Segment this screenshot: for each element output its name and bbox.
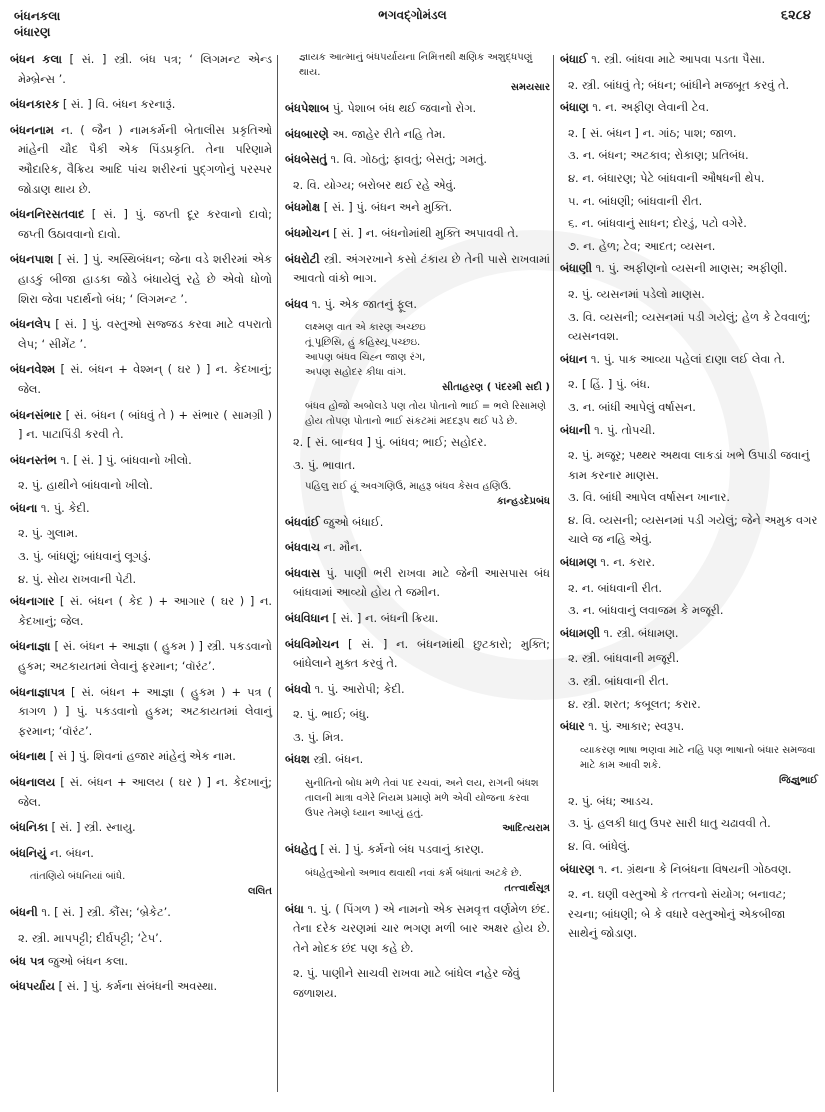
sense: ૨. પું. હાથીને બાંધવાનો ખીલો. xyxy=(18,478,153,493)
headword: બંધવ xyxy=(285,296,309,311)
citation-source: જિજ્ઞુભાઈ xyxy=(778,774,818,786)
headword: બંધહેતુ xyxy=(285,842,317,857)
headword: બંધનાગાર xyxy=(10,594,55,609)
dictionary-entry xyxy=(285,750,550,770)
definition: સ્ત્રી. બંધન. xyxy=(313,752,364,767)
definition: ૧. પું. અફીણનો વ્યસની માણસ; અફીણી. xyxy=(595,261,788,276)
dictionary-entry xyxy=(10,637,272,676)
sense: ૨. પું. પાણીને સાચવી રાખવા માટે બાંધેલ નહેર જેવું જળાશય. xyxy=(293,966,520,1001)
dictionary-entry xyxy=(10,406,272,445)
dictionary-entry xyxy=(285,295,550,315)
dictionary-entry xyxy=(10,977,272,997)
dictionary-entry xyxy=(10,121,272,199)
definition: ૧. વિ. ગોઠતું; ફાવતું; બેસતું; ગમતું. xyxy=(330,152,488,167)
dictionary-entry xyxy=(285,635,550,674)
sense: ૨. પું. વ્યસનમાં પડેલો માણસ. xyxy=(568,286,705,301)
dictionary-entry xyxy=(10,250,272,309)
dictionary-entry xyxy=(560,421,818,441)
usage-note: બંધવ હોજો અબોલડે પણ તોય પોતાનો ભાઈ = ભલે રિસામણે હોય તોપણ પોતાનો ભાઈ સંકટમાં મદદરૂપ થઈ પડે છે. xyxy=(305,401,546,428)
sense: ૩. વિ. બાંધી આપેલ વર્ષાસન ખાનાર. xyxy=(568,490,731,505)
citation-source: લલિત xyxy=(247,886,272,898)
definition: [ સં. ] વિ. બંધન કરનારૂં. xyxy=(62,97,176,112)
definition: [ સં. ] પું. વસ્તુઓ સજ્જડ કરવા માટે વપરાતો લેપ; ‘ સીમેંટ ’. xyxy=(18,317,272,351)
dictionary-entry xyxy=(10,451,272,471)
headword: બંધવિધાન xyxy=(285,610,329,625)
citation-quote xyxy=(285,866,550,896)
sense: ૩. ન. બંધન; અટકાવ; રોકાણ; પ્રતિબંધ. xyxy=(568,148,749,163)
headword: બંધની xyxy=(10,905,38,920)
headword: બંધનાથ xyxy=(10,749,46,764)
sense: ૩. પું. બાંધણું; બાંધવાનું લૂગડું. xyxy=(18,549,152,564)
definition: ન. મૌન. xyxy=(323,540,363,555)
sense: ૨. સ્ત્રી. માપપટ્ટી; દીર્ઘપટ્ટી; ‘ટેપ’. xyxy=(18,930,163,945)
dictionary-entry xyxy=(10,903,272,923)
headword: બંધાણ xyxy=(560,100,589,115)
headword: બંધવાંઈ xyxy=(285,514,320,529)
sense: ૩. ન. બાંધી આપેલું વર્ષાસન. xyxy=(568,399,696,414)
quote-text: પહિલુ રાઈ હૂં અવગણિઉ, માહરૂ બંધવ કેસવ હણિઉ. xyxy=(305,480,512,492)
sense: ૩. પું. મિત્ર. xyxy=(293,729,344,744)
definition: ૧. પું. આકાર; સ્વરૂપ. xyxy=(588,719,685,734)
definition: પું. પેશાબ બંધ થઈ જવાનો રોગ. xyxy=(332,101,477,115)
page-header xyxy=(0,0,825,46)
definition: સ્ત્રી. અંગરખાને કસો ટંકાય છે તેની પાસે રાખવામાં આવતો વાંકો ભાગ. xyxy=(293,251,550,286)
dictionary-entry xyxy=(285,609,550,629)
headword: બંધશ xyxy=(285,752,310,767)
definition: [ સં. ] સ્ત્રી. બંધ પત્ર; ‘ લિગમન્ટ એન્ડ મેમ્બ્રેન્સ ’. xyxy=(18,52,272,86)
definition: ૧. ન. કરાર. xyxy=(600,555,656,570)
definition: [ સં. ] પું. અસ્થિબંધન; જેના વડે શરીરમાં એક હાડકું બીજા હાડકા જોડે બંધાયેલું રહે છે એવો ધોળો શિરા જેવા પદાર્થનો બંધ; ‘ લિગમન્ટ ’. xyxy=(18,252,272,306)
definition: [ સં. ] ન. બંધનોમાંથી મુક્તિ અપાવવી તે. xyxy=(333,225,519,240)
citation-source: તત્ત્વાર્થસૂત્ર xyxy=(504,882,550,894)
definition: [ સં. ] સ્ત્રી. સ્નાયુ. xyxy=(51,820,136,835)
guide-word-last: બંધારણ xyxy=(14,25,51,39)
headword: બંધના xyxy=(10,500,38,515)
headword: બંધવાસ xyxy=(285,565,321,580)
sense: ૨. વિ. યોગ્ય; બરોબર થઈ રહે એવું. xyxy=(293,177,457,192)
headword: બંધન કલા xyxy=(10,52,62,66)
dictionary-entry xyxy=(285,224,550,244)
sense: ૨. ન. બાંધવાની રીત. xyxy=(568,580,662,595)
dictionary-entry xyxy=(560,553,818,573)
dictionary-entry xyxy=(560,624,818,644)
quote-text: જ્ઞાયક આત્માનું બંધપર્યાયના નિમિત્તથી ક્ષણિક અશુદ્ધપણું થાય. xyxy=(299,52,533,78)
definition: પું. પાણી ભરી રાખવા માટે જેની આસપાસ બંધ બાંધવામાં આવ્યો હોય તે જમીન. xyxy=(293,565,550,600)
definition: ૧. પું. પાક આવ્યા પહેલાં દાણા લઈ લેવા તે. xyxy=(590,351,786,366)
sense: ૨. [ સં. બંધન ] ન. ગાંઠ; પાશ; જાળ. xyxy=(568,125,737,140)
headword: બંધાણી xyxy=(560,261,592,276)
dictionary-entry xyxy=(560,98,818,118)
dictionary-entry xyxy=(10,592,272,631)
definition: અ. જાહેર રીતે નહિ તેમ. xyxy=(332,126,446,141)
definition: ન. બંધન. xyxy=(50,845,94,860)
dictionary-entry xyxy=(10,952,272,972)
headword: બંધારણ xyxy=(560,861,595,876)
definition: જુઓ બંધાઈ. xyxy=(323,514,384,529)
sense: ૨. સ્ત્રી. બાંધવાની મજૂરી. xyxy=(568,651,680,666)
sense: ૨. [ હિં. ] પું. બંધ. xyxy=(568,377,651,392)
sense: ૪. વિ. બાંધેલું. xyxy=(568,839,631,853)
sense: ૨. ન. ઘણી વસ્તુઓ કે તત્ત્વનો સંયોગ; બનાવટ; રચના; બાંધણી; બે કે વધારે વસ્તુઓનું એકબીજા સાથેનું જોડાણ. xyxy=(568,887,787,941)
sense: ૨. પું. બંધ; આડચ. xyxy=(568,793,654,808)
definition: ૧. [ સં. ] પું. બાંધવાનો ખીલો. xyxy=(60,452,192,467)
quote-source: સમયસાર xyxy=(510,82,550,93)
headword: બંધવો xyxy=(285,681,311,696)
headword: બંધરોટી xyxy=(285,251,320,266)
dictionary-entry xyxy=(285,538,550,558)
definition: ૧. પું. ( પિંગળ ) એ નામનો એક સમવૃત્ત વર્ણમેળ છંદ. તેના દરેક ચરણમાં ચાર ભગણ મળી બાર અક્ષર હોય છે. તેને મોદક છંદ પણ કહે છે. xyxy=(293,901,550,955)
dictionary-entry xyxy=(10,499,272,519)
headword: બંધનસંભાર xyxy=(10,407,62,422)
definition: [ સં. ] પું. જપ્તી દૂર કરવાનો દાવો; જપ્તી ઉઠાવવાનો દાવો. xyxy=(18,207,272,241)
citation-source: કાન્હડદેપ્રબંધ xyxy=(496,495,550,507)
headword: બંધનનામ xyxy=(10,122,54,137)
dictionary-entry xyxy=(10,683,272,742)
definition: [ સં. ] ન. બંધનમાંથી છુટકારો; મુક્તિ; બાંધેલાને મુક્ત કરવું તે. xyxy=(293,636,551,671)
citation-quote xyxy=(285,776,550,836)
dictionary-entry xyxy=(560,717,818,737)
sense: ૪. વિ. વ્યસની; વ્યસનમાં પડી ગયેલું; જેને અમુક વગર ચાલે જ નહિ એવું. xyxy=(568,512,818,547)
dictionary-entry xyxy=(285,513,550,533)
sense: ૬. ન. બાંધવાનું સાધન; દોરડું, પટો વગેરે. xyxy=(568,216,747,231)
dictionary-entry xyxy=(10,747,272,767)
headword: બંધનલેપ xyxy=(10,317,51,332)
dictionary-entry xyxy=(285,250,550,289)
column-3 xyxy=(560,50,818,1112)
definition: [ સં. ] પું. કર્મના સંબંધની અવસ્થા. xyxy=(58,979,218,994)
dictionary-entry xyxy=(560,50,818,70)
quote-line: આપણ બંધવ ચિહ્ન જાણ રંગ, xyxy=(305,352,426,364)
dictionary-entry xyxy=(285,900,550,959)
headword: બંધનાજ્ઞાપત્ર xyxy=(10,684,65,699)
headword: બંધાન xyxy=(560,351,588,366)
headword: બંધનકારક xyxy=(10,97,60,112)
headword: બંધપેશાબ xyxy=(285,101,330,115)
definition: [ સં. બંધન ( બાંધવું તે ) + સંભાર ( સામગ્રી ) ] ન. પાટાપિંડી કરવી તે. xyxy=(18,407,273,442)
headword: બંધા xyxy=(285,901,304,916)
headword: બંધાની xyxy=(560,422,591,437)
dictionary-entry xyxy=(10,360,272,399)
quote-text: વ્યાકરણ ભાષા ભણવા માટે નહિ પણ ભાષાનો બંધાર સમજવા માટે કામ આવી શકે. xyxy=(580,744,816,771)
column-divider xyxy=(553,55,554,1092)
definition: ૧. પું. એક જાતનું ફૂલ. xyxy=(311,296,417,311)
headword: બંધમોક્ષ xyxy=(285,200,321,215)
citation-source: સીતાહરણ ( પંદરમી સદી ) xyxy=(442,382,550,394)
definition: [ સં. બંધન + આજ્ઞા ( હુકમ ) ] સ્ત્રી. પકડવાનો હુકમ; અટકાયતમાં લેવાનું ફરમાન; ‘વૉરંટ’. xyxy=(18,639,272,674)
dictionary-title: ભગવદ્ગોમંડલ xyxy=(378,8,447,22)
definition: ૧. સ્ત્રી. બંધામણ. xyxy=(603,625,679,640)
definition: જુઓ બંધન કલા. xyxy=(47,953,129,968)
dictionary-entry xyxy=(560,259,818,279)
sense: ૩. વિ. વ્યસની; વ્યસનમાં પડી ગયેલું; હેળ કે ટેવવાળું; વ્યસનવશ. xyxy=(568,309,811,344)
headword: બંધાઈ xyxy=(560,52,588,66)
headword: બંધનાજ્ઞા xyxy=(10,639,51,654)
headword: બંધનિયું xyxy=(10,845,47,860)
column-2 xyxy=(285,50,550,1112)
quote-line: તૂં પૂછિસિ, હું કહિસ્યૂ પચ્છઇ. xyxy=(305,337,421,349)
dictionary-entry xyxy=(285,680,550,700)
headword: બંધાર xyxy=(560,719,585,734)
page-number: ૬૨૮૪ xyxy=(780,8,811,23)
dictionary-entry xyxy=(10,844,272,864)
definition: ૧. પું. કેદી. xyxy=(40,500,90,515)
dictionary-entry xyxy=(560,350,818,370)
sense: ૩. પું. હલકી ધાતુ ઉપર સારી ધાતુ ચઢાવવી તે. xyxy=(568,816,771,831)
headword: બંધનપાશ xyxy=(10,252,54,267)
headword: બંધવિમોચન xyxy=(285,636,340,651)
sense: ૪. ન. બંધારણ; પેટે બાંધવાની ઔષધની થેપ. xyxy=(568,170,765,185)
headword: બંધપર્યાય xyxy=(10,979,55,994)
definition: [ સં. ] પું. બંધન અને મુક્તિ. xyxy=(323,200,453,215)
definition: ૧. પું. આરોપી; કેદી. xyxy=(314,681,405,696)
dictionary-entry xyxy=(285,150,550,170)
column-divider xyxy=(277,55,278,1092)
sense: ૩. પું. ભાવાત. xyxy=(293,457,356,472)
dictionary-entry xyxy=(285,99,550,119)
definition: ૧. સ્ત્રી. બાંધવા માટે આપવા પડતા પૈસા. xyxy=(591,52,766,66)
sense: ૪. સ્ત્રી. શરત; કબૂલત; કરાર. xyxy=(568,696,701,711)
citation-quote xyxy=(285,320,550,395)
definition: [ સં ] પું. શિવનાં હજાર માંહેનું એક નામ. xyxy=(49,749,236,764)
definition: [ સં. બંધન + આલય ( ઘર ) ] ન. કેદખાનું; જેલ. xyxy=(18,775,273,809)
quote-text: સુનીતિનો બોધ મળે તેવાં પદ રચવાં, અને લય, રાગની બંધશ તાલની માત્રા વગેરે નિયમ પ્રમાણે મળે એવી યોજના કરવા ઉપર તેમણે ધ્યાન આપ્યું હતું. xyxy=(305,778,539,820)
dictionary-entry xyxy=(285,125,550,145)
dictionary-entry xyxy=(10,95,272,115)
sense: ૨. પું. ગુલામ. xyxy=(18,526,78,541)
sense: ૨. પું. ભાઈ; બંધુ. xyxy=(293,707,370,722)
dictionary-entry xyxy=(10,773,272,812)
headword: બંધનાલય xyxy=(10,775,56,789)
headword: બંધનનિરસતવાદ xyxy=(10,207,85,222)
definition: [ સં. બંધન + આજ્ઞા ( હુકમ ) + પત્ર ( કાગળ ) ] પું. પકડવાનો હુકમ; અટકાયતમાં લેવાનું ફરમાન; ‘વૉરંટ’. xyxy=(18,684,272,738)
dictionary-entry xyxy=(285,564,550,603)
quote-line: અપણ સહોદર કીધા વાંગ. xyxy=(305,367,407,379)
dictionary-entry xyxy=(10,818,272,838)
citation-quote xyxy=(560,743,818,788)
definition: ૧. પું. તોપચી. xyxy=(594,422,656,437)
quote-text: તાંતણિયે બંધનિયાં બાંધે. xyxy=(30,871,126,883)
headword: બંધમોચન xyxy=(285,225,330,240)
sense: ૨. સ્ત્રી. બાંધવું તે; બંધન; બાંધીને મજબૂત કરવું તે. xyxy=(568,77,790,92)
definition: [ સં. ] ન. બંધની ક્રિયા. xyxy=(332,610,439,625)
headword: બંધ પત્ર xyxy=(10,953,45,968)
headword: બંધામણ xyxy=(560,555,597,570)
citation-quote xyxy=(10,869,272,899)
dictionary-entry xyxy=(560,860,818,880)
sense: ૩. સ્ત્રી. બાંધવાની રીત. xyxy=(568,674,669,689)
sense: ૭. ન. હેળ; ટેવ; આદત; વ્યસન. xyxy=(568,238,716,253)
quote-line: લક્ષ્મણ વાત એ કારણ અચ્છઇ xyxy=(305,322,426,334)
headword: બંધવાચ xyxy=(285,540,320,555)
definition: [ સં. ] પું. કર્મનો બંધ પડવાનું કારણ. xyxy=(320,842,485,857)
dictionary-entry xyxy=(285,840,550,860)
headword: બંધનસ્તંભ xyxy=(10,452,57,467)
definition: [ સં. બંધન + વેશ્મન્ ( ઘર ) ] ન. કેદખાનું; જેલ. xyxy=(18,362,272,396)
citation-source: આદિત્યરામ xyxy=(502,823,550,835)
definition: [ સં. બંધન ( કેદ ) + આગાર ( ઘર ) ] ન. કેદખાનું; જેલ. xyxy=(18,594,272,628)
definition: ૧. [ સં. ] સ્ત્રી. કૌંસ; ‘બ્રેકેટ’. xyxy=(41,905,171,920)
dictionary-entry xyxy=(10,50,272,89)
sense: ૫. ન. બાંધણી; બાંધવાની રીત. xyxy=(568,193,703,208)
headword: બંધનિકા xyxy=(10,820,48,835)
dictionary-entry xyxy=(10,315,272,354)
sense: ૨. [ સં. બાન્ધવ ] પું. બાંધવ; ભાઈ; સહોદર. xyxy=(293,435,487,450)
headword: બંધનવેશ્મ xyxy=(10,362,56,377)
definition: ૧. ન. અફીણ લેવાની ટેવ. xyxy=(592,100,710,115)
sense: ૨. પું. મજૂર; પથ્થર અથવા લાકડાં ખભે ઉપાડી જવાનું કામ કરનાર માણસ. xyxy=(568,448,810,482)
headword: બંધબારણે xyxy=(285,126,329,141)
column-1 xyxy=(10,50,272,1112)
sense: ૪. પું. સોય રાખવાની પેટી. xyxy=(18,571,137,586)
citation-quote xyxy=(285,479,550,509)
quote-text: બંધહેતુઓનો અભાવ થવાથી નવાં કર્મ બંધાતાં અટકે છે. xyxy=(305,867,522,879)
dictionary-entry xyxy=(285,198,550,218)
dictionary-entry xyxy=(10,205,272,244)
headword: બંધામણી xyxy=(560,625,601,640)
continued-quote xyxy=(285,50,550,95)
guide-word-first: બંધનકલા xyxy=(14,9,61,23)
sense: ૩. ન. બાંધવાનું લવાજમ કે મજૂરી. xyxy=(568,603,724,618)
headword: બંધબેસતું xyxy=(285,152,327,167)
definition: ૧. ન. ગ્રંથના કે નિબંધના વિષયની ગોઠવણ. xyxy=(598,861,792,876)
definition: ન. ( જૈન ) નામકર્મની બેતાલીસ પ્રકૃતિઓ માંહેની ચૌદ પૈકી એક પિંડપ્રકૃતિ. તેના પરિણામે ઔદારિક, વૈક્રિય આદિ પાંચ શરીરનાં પુદ્ગળોનું પરસ્પર જોડાણ થાય છે. xyxy=(18,122,272,196)
